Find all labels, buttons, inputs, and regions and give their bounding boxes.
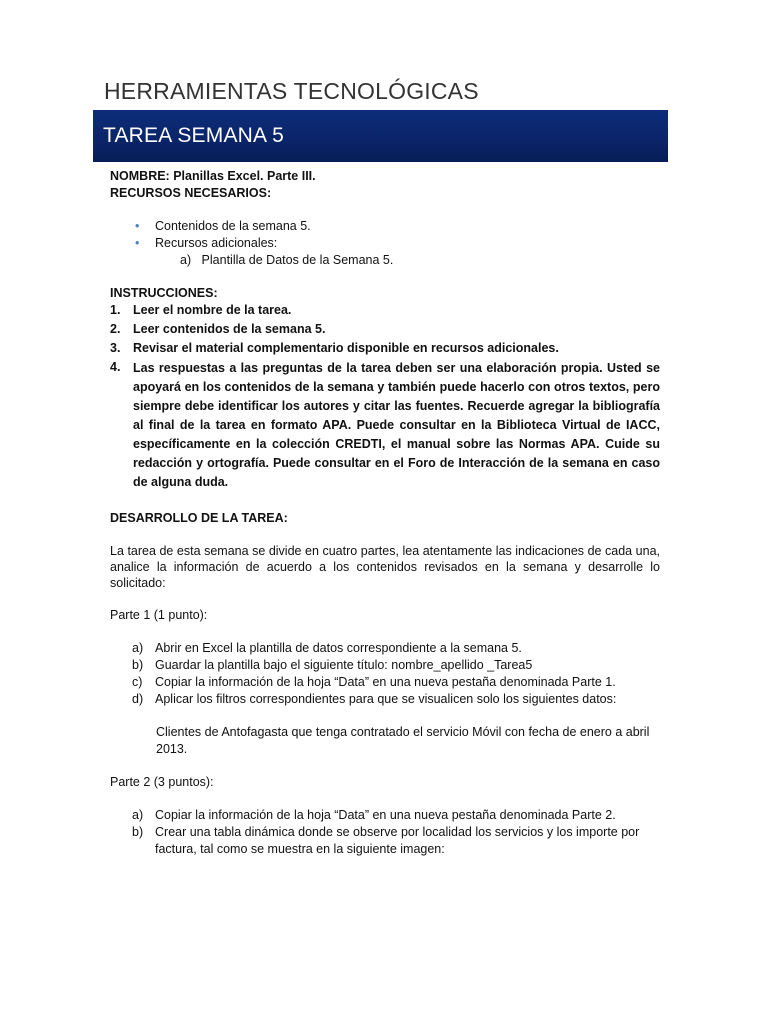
list-item [132,691,660,708]
item-letter: d) [132,692,144,706]
parte1-heading: Parte 1 (1 punto): [110,608,208,622]
item-letter: c) [132,675,143,689]
list-item [132,807,660,824]
list-item [132,824,660,858]
item-letter: b) [132,825,144,839]
item-number: 2. [110,322,121,336]
document-body [110,168,660,858]
list-item [110,321,660,338]
list-item [110,359,660,492]
item-text: Crear una tabla dinámica donde se observe por localidad los servicios y los importe por factura, tal como se muestra en la siguiente imagen: [155,825,640,856]
recursos-heading: RECURSOS NECESARIOS: [110,186,272,200]
item-text: Guardar la plantilla bajo el siguiente título: nombre_apellido _Tarea5 [155,658,533,672]
list-item [132,657,660,674]
banner-text: TAREA SEMANA 5 [103,124,284,147]
list-item [132,674,660,691]
list-item: • Contenidos de la semana 5. [155,218,660,235]
list-item [110,340,660,357]
document-title: HERRAMIENTAS TECNOLÓGICAS [104,78,479,104]
item-text: Aplicar los filtros correspondientes para que se visualicen solo los siguientes datos: [155,692,617,706]
item-text: Revisar el material complementario disponible en recursos adicionales. [133,341,559,355]
title-banner [93,110,668,162]
item-number: 4. [110,360,121,374]
item-letter: a) [132,808,144,822]
recursos-list [110,218,660,252]
item-text: Copiar la información de la hoja “Data” en una nueva pestaña denominada Parte 2. [155,808,616,822]
recursos-subitem [110,252,660,269]
item-number: 3. [110,341,121,355]
item-text: Las respuestas a las preguntas de la tarea deben ser una elaboración propia. Usted se apoyará en los contenidos de la semana y también puede hacerlo con otros textos, pero siempre debe identificar los autores y citar las fuentes. Recuerde agregar la bibliografía al final de la tarea en formato APA. Puede consultar en la Biblioteca Virtual de IACC, específicamente en la colección CREDTI, el manual sobre las Normas APA. Cuide su redacción y ortografía. Puede consultar en el Foro de Interacción de la semana en caso de alguna duda. [133,361,660,489]
list-item [110,302,660,319]
parte2-heading: Parte 2 (3 puntos): [110,775,214,789]
instrucciones-list [110,302,660,492]
item-text: Copiar la información de la hoja “Data” en una nueva pestaña denominada Parte 1. [155,675,616,689]
item-text: Abrir en Excel la plantilla de datos correspondiente a la semana 5. [155,641,522,655]
parte1-note: Clientes de Antofagasta que tenga contratado el servicio Móvil con fecha de enero a abril 2013. [156,725,650,756]
desarrollo-heading: DESARROLLO DE LA TAREA: [110,511,288,525]
list-item [132,640,660,657]
parte2-list [110,807,660,858]
sub-text: Plantilla de Datos de la Semana 5. [201,253,394,267]
item-text: Leer el nombre de la tarea. [133,303,292,317]
instrucciones-heading: INSTRUCCIONES: [110,286,218,300]
parte1-list [110,640,660,708]
sub-label: a) [180,253,192,267]
desarrollo-intro: La tarea de esta semana se divide en cuatro partes, lea atentamente las indicaciones de cada una, analice la información de acuerdo a los contenidos revisados en la semana y desarrolle lo solicitado: [110,544,660,590]
item-number: 1. [110,303,121,317]
item-letter: b) [132,658,144,672]
item-letter: a) [132,641,144,655]
item-text: Leer contenidos de la semana 5. [133,322,326,336]
nombre-line: NOMBRE: Planillas Excel. Parte III. [110,169,316,183]
list-item: • Recursos adicionales: [155,235,660,252]
